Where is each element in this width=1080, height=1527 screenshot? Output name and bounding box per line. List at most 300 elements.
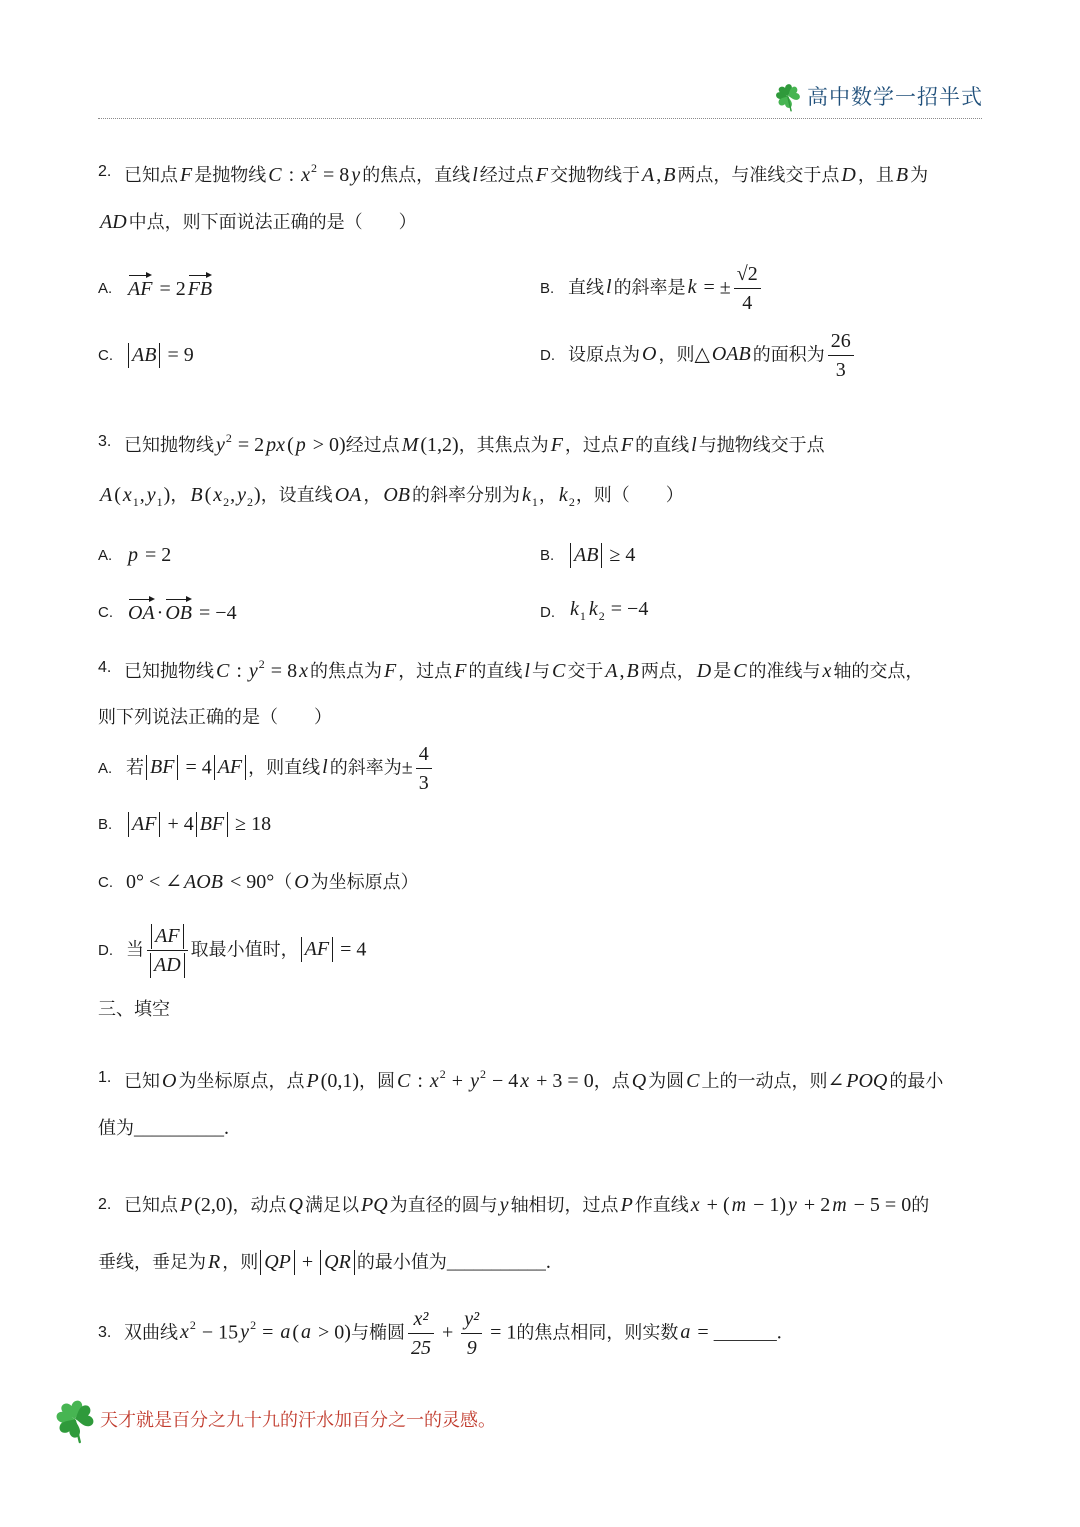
- math-symbol: =: [692, 1321, 714, 1343]
- math-symbol: .: [224, 1116, 229, 1139]
- fraction: [461, 1306, 482, 1361]
- math-variable: A: [605, 660, 618, 682]
- math-variable: px: [266, 434, 286, 456]
- superscript: 2: [439, 1067, 446, 1081]
- fraction-denominator: [147, 951, 188, 978]
- fill-in-2-line-2: [98, 1232, 551, 1292]
- text-run: ，则（ ）: [575, 484, 684, 506]
- math-symbol: = −4: [194, 602, 237, 624]
- text-run: ，设直线: [260, 484, 333, 506]
- math-symbol: + 3 = 0: [531, 1070, 594, 1092]
- absolute-value: AB: [128, 343, 160, 368]
- question-number: 2.: [98, 1196, 112, 1213]
- math-variable: C: [733, 660, 747, 682]
- question-text: [98, 1247, 551, 1278]
- absolute-value: AF: [301, 937, 333, 962]
- question-text: [124, 1190, 929, 1221]
- footer-quote: 天才就是百分之九十九的汗水加百分之一的灵感。: [100, 1410, 496, 1431]
- math-variable: y: [470, 1070, 479, 1092]
- superscript: 2: [225, 431, 232, 445]
- vector: FB: [188, 271, 212, 300]
- fraction-value: 25: [410, 1336, 431, 1359]
- subscript: 1: [531, 494, 538, 509]
- question-text: [124, 1059, 943, 1097]
- fill-in-2-line-1: [98, 1175, 929, 1235]
- superscript: 2: [311, 161, 318, 175]
- subscript: 1: [132, 494, 139, 509]
- subscript: 2: [247, 494, 254, 509]
- math-symbol: = 4: [180, 756, 212, 778]
- fraction-numerator: [828, 328, 854, 356]
- math-variable: l: [472, 164, 478, 186]
- subscript: 1: [156, 494, 163, 509]
- math-variable: F: [550, 434, 563, 456]
- option-text: [568, 261, 764, 316]
- text-run: 已知: [124, 1071, 160, 1092]
- header-title: 高中数学一招半式: [807, 85, 983, 109]
- superscript: 2: [189, 1318, 196, 1332]
- math-symbol: = 4: [335, 938, 367, 960]
- math-symbol: (: [114, 483, 121, 506]
- math-variable: x: [122, 483, 132, 506]
- math-variable: P: [620, 1193, 633, 1216]
- math-variable: O: [162, 1070, 177, 1092]
- math-variable: B: [895, 164, 909, 186]
- math-variable: x: [822, 660, 832, 682]
- math-variable: D: [696, 660, 712, 682]
- fraction-value: 3: [835, 358, 846, 381]
- option-label: A.: [98, 546, 113, 564]
- text-run: 值为: [98, 1117, 134, 1139]
- text-run: 的斜率为: [329, 757, 402, 778]
- math-symbol: ,: [619, 660, 625, 682]
- option-text: [126, 867, 419, 898]
- math-symbol: ∠: [827, 1070, 845, 1092]
- math-variable: PQ: [361, 1193, 388, 1216]
- math-symbol: ,: [139, 483, 145, 506]
- page-footer: [50, 1394, 496, 1444]
- math-variable: AD: [100, 210, 127, 233]
- math-variable: l: [606, 276, 612, 298]
- superscript: 2: [479, 1067, 486, 1081]
- text-run: 为: [910, 165, 929, 186]
- math-symbol: (1,2): [420, 434, 459, 456]
- text-run: ，则: [658, 344, 695, 365]
- option-text: [126, 741, 435, 796]
- text-run: 与: [531, 661, 550, 682]
- text-run: ，动点: [232, 1194, 287, 1216]
- math-symbol: :: [283, 164, 300, 186]
- text-run: 的最小: [889, 1071, 944, 1092]
- math-variable: y: [788, 1193, 797, 1216]
- math-variable: a: [280, 1321, 291, 1343]
- text-run: 轴相切，过点: [510, 1194, 619, 1216]
- header-divider: [98, 118, 982, 119]
- page-header: [772, 78, 983, 114]
- option-label: D.: [540, 603, 555, 621]
- math-variable: D: [841, 164, 856, 186]
- math-symbol: = 1: [485, 1321, 517, 1343]
- math-symbol: = 8: [318, 164, 350, 186]
- option-label: A.: [98, 279, 113, 297]
- math-symbol: ): [163, 483, 171, 506]
- math-variable: C: [216, 660, 230, 682]
- math-variable: k: [588, 597, 598, 620]
- math-symbol: ): [254, 483, 261, 506]
- clover-icon: [50, 1394, 100, 1444]
- question-3-stem-line-2: [98, 468, 684, 528]
- math-variable: P: [306, 1070, 319, 1092]
- fraction: [408, 1306, 434, 1361]
- math-symbol: (2,0): [194, 1193, 233, 1216]
- text-run: 为坐标原点，点: [178, 1071, 305, 1092]
- question-3-option-a: [98, 525, 171, 585]
- math-symbol: ·: [156, 602, 164, 624]
- subscript: 2: [568, 494, 575, 509]
- math-symbol: +: [436, 1321, 459, 1343]
- math-variable: C: [551, 660, 566, 682]
- option-label: B.: [540, 279, 555, 297]
- absolute-value: AF: [128, 812, 160, 837]
- math-variable: x: [301, 164, 311, 186]
- math-symbol: = 2: [140, 543, 172, 566]
- text-run: 作直线: [634, 1194, 689, 1216]
- text-run: 的焦点，直线: [362, 165, 471, 186]
- fraction: [147, 923, 188, 978]
- text-run: 已知抛物线: [124, 661, 214, 682]
- math-variable: O: [642, 343, 657, 365]
- option-text: [126, 340, 194, 371]
- text-run: 已知点: [124, 165, 178, 186]
- text-run: ，则: [222, 1251, 259, 1273]
- math-variable: O: [294, 870, 309, 893]
- text-run: 与椭圆: [350, 1322, 405, 1343]
- fill-in-1-line-2: [98, 1098, 229, 1158]
- question-text: [98, 207, 417, 238]
- math-symbol: =: [257, 1321, 279, 1343]
- fraction: [734, 261, 761, 316]
- text-run: 则下列说法正确的是（ ）: [98, 707, 332, 728]
- math-symbol: = 8: [265, 660, 298, 682]
- answer-blank: _______: [713, 1322, 777, 1342]
- option-text: [126, 595, 237, 629]
- math-variable: l: [691, 434, 697, 456]
- math-variable: B: [190, 483, 203, 506]
- absolute-value: AF: [214, 755, 246, 780]
- math-variable: l: [322, 756, 328, 778]
- question-3-option-d: [540, 582, 648, 642]
- math-variable: B: [663, 164, 676, 186]
- math-symbol: ±: [401, 756, 413, 778]
- math-symbol: +: [296, 1250, 319, 1273]
- option-label: B.: [540, 546, 555, 564]
- math-symbol: − 4: [486, 1070, 519, 1092]
- math-symbol: .: [776, 1321, 782, 1343]
- question-number: 1.: [98, 1069, 112, 1086]
- text-run: 的斜率是: [613, 277, 686, 298]
- text-run: ，过点: [398, 661, 453, 682]
- option-label: D.: [540, 346, 555, 364]
- math-symbol: +: [446, 1070, 469, 1092]
- question-2-stem-line-2: [98, 192, 417, 252]
- math-symbol: (0,1): [320, 1070, 359, 1092]
- text-run: 中点，则下面说法正确的是（ ）: [128, 211, 417, 233]
- vector: OB: [165, 595, 192, 624]
- text-run: 为圆: [648, 1071, 685, 1092]
- subscript: 2: [598, 608, 605, 623]
- fraction-value: 4: [742, 291, 753, 314]
- fraction-value: 4: [418, 742, 429, 765]
- text-run: 交抛物线于: [549, 165, 640, 186]
- text-run: 双曲线: [124, 1322, 178, 1343]
- math-variable: OB: [383, 483, 411, 506]
- text-run: 的: [911, 1194, 930, 1216]
- text-run: 经过点: [479, 165, 534, 186]
- text-run: 设原点为: [568, 344, 640, 365]
- question-number: 4.: [98, 659, 112, 676]
- math-variable: OAB: [711, 343, 751, 365]
- text-run: 当: [126, 939, 144, 960]
- math-symbol: = 2: [154, 278, 186, 300]
- math-variable: x: [180, 1321, 189, 1343]
- section-title: 三、填空: [98, 999, 170, 1020]
- text-run: ，圆: [359, 1071, 395, 1092]
- math-variable: k: [687, 276, 697, 298]
- math-variable: Q: [288, 1193, 303, 1216]
- question-4-option-a: [98, 738, 435, 798]
- math-variable: k: [558, 483, 568, 506]
- math-symbol: :: [231, 660, 247, 682]
- question-2-option-b: [540, 258, 764, 318]
- question-2-option-c: [98, 325, 194, 385]
- absolute-value: BF: [196, 812, 228, 837]
- absolute-value: AF: [151, 924, 183, 949]
- fraction-numerator: [416, 741, 432, 769]
- fraction-value: x²: [413, 1307, 429, 1330]
- fraction: [828, 328, 854, 383]
- absolute-value: BF: [146, 755, 178, 780]
- option-label: C.: [98, 603, 113, 621]
- math-variable: k: [522, 483, 531, 506]
- math-symbol: − 5 = 0: [848, 1193, 912, 1216]
- option-label: A.: [98, 759, 113, 777]
- text-run: 已知抛物线: [124, 435, 214, 456]
- math-variable: x: [520, 1070, 530, 1092]
- math-variable: M: [401, 434, 419, 456]
- answer-blank: __________: [134, 1117, 224, 1138]
- vector: AF: [128, 271, 152, 300]
- math-symbol: .: [545, 1250, 551, 1273]
- math-symbol: > 0): [313, 1321, 351, 1343]
- text-run: 的准线与: [748, 661, 821, 682]
- fraction: [416, 741, 432, 796]
- math-variable: l: [524, 660, 530, 682]
- option-text: [126, 271, 214, 305]
- math-symbol: ≥ 18: [230, 812, 272, 835]
- math-variable: k: [570, 597, 579, 620]
- math-variable: P: [180, 1193, 193, 1216]
- fraction-value: 3: [418, 771, 429, 794]
- math-variable: a: [301, 1321, 312, 1343]
- text-run: ，过点: [564, 435, 619, 456]
- math-variable: y: [499, 1193, 509, 1216]
- absolute-value: QP: [260, 1250, 295, 1275]
- question-text: [124, 649, 923, 687]
- text-run: ，点: [593, 1071, 630, 1092]
- fraction-numerator: [408, 1306, 434, 1334]
- fraction-numerator: [734, 261, 761, 289]
- math-symbol: ,: [230, 483, 236, 506]
- math-variable: x: [690, 1193, 700, 1216]
- math-variable: POQ: [846, 1070, 888, 1092]
- text-run: 的直线: [635, 435, 690, 456]
- fraction-numerator: [147, 923, 188, 951]
- text-run: 取最小值时，: [190, 939, 299, 960]
- math-symbol: ≥ 4: [604, 543, 636, 566]
- vector: OA: [128, 595, 155, 624]
- text-run: 与抛物线交于点: [698, 435, 825, 456]
- math-variable: p: [295, 434, 306, 456]
- math-variable: C: [397, 1070, 411, 1092]
- text-run: 的最小值为: [356, 1251, 447, 1273]
- absolute-value: AD: [150, 953, 185, 978]
- fraction-value: 26: [830, 329, 851, 352]
- option-text: [568, 540, 635, 571]
- math-variable: y: [216, 434, 225, 456]
- math-variable: y: [146, 483, 156, 506]
- math-variable: m: [731, 1193, 747, 1216]
- math-variable: F: [180, 164, 193, 186]
- math-symbol: 0° < ∠: [126, 870, 183, 893]
- math-symbol: + 4: [162, 812, 194, 835]
- math-variable: F: [383, 660, 397, 682]
- math-variable: R: [208, 1250, 221, 1273]
- fill-in-3-line-1: [98, 1303, 782, 1363]
- question-3-stem-line-1: [98, 412, 825, 472]
- question-4-option-b: [98, 794, 271, 854]
- math-variable: A: [100, 483, 113, 506]
- fraction-value: √2: [736, 262, 758, 285]
- option-text: [568, 328, 857, 383]
- text-run: 为直径的圆与: [389, 1194, 498, 1216]
- text-run: 直线: [568, 277, 604, 298]
- math-variable: x: [213, 483, 223, 506]
- option-label: B.: [98, 815, 113, 833]
- math-variable: y: [237, 483, 247, 506]
- math-symbol: = 2: [232, 434, 265, 456]
- text-run: 两点，与准线交于点: [677, 165, 840, 186]
- option-label: D.: [98, 941, 113, 959]
- superscript: 2: [258, 657, 265, 671]
- text-run: 已知点: [124, 1194, 178, 1216]
- fraction-denominator: [734, 289, 761, 316]
- question-2-option-d: [540, 325, 857, 385]
- math-symbol: (: [292, 1321, 300, 1343]
- math-variable: B: [626, 660, 639, 682]
- text-run: 两点，: [640, 661, 695, 682]
- option-text: [126, 923, 366, 978]
- math-symbol: > 0): [307, 434, 346, 456]
- superscript: 2: [250, 1318, 257, 1332]
- fraction-denominator: [408, 1334, 434, 1361]
- math-variable: x: [429, 1070, 439, 1092]
- math-variable: a: [680, 1321, 691, 1343]
- fraction-denominator: [416, 769, 432, 796]
- math-symbol: − 15: [196, 1321, 239, 1343]
- math-variable: x: [299, 660, 308, 682]
- math-variable: OA: [334, 483, 362, 506]
- math-variable: F: [454, 660, 467, 682]
- question-text: [98, 703, 332, 733]
- math-variable: C: [686, 1070, 700, 1092]
- math-symbol: ,: [656, 164, 662, 186]
- text-run: 轴的交点，: [833, 661, 924, 682]
- math-variable: m: [832, 1193, 847, 1216]
- math-symbol: = −4: [605, 597, 649, 620]
- math-variable: Q: [631, 1070, 647, 1092]
- text-run: 若: [126, 757, 144, 778]
- math-variable: y: [240, 1321, 250, 1343]
- math-symbol: :: [412, 1070, 428, 1092]
- fraction-numerator: [461, 1306, 482, 1334]
- text-run: ，且: [857, 165, 894, 186]
- text-run: 的焦点相同，则实数: [516, 1322, 679, 1343]
- question-4-option-c: [98, 852, 419, 912]
- question-2-option-a: [98, 258, 214, 318]
- question-3-option-c: [98, 582, 237, 642]
- math-variable: AOB: [184, 870, 223, 893]
- fraction-denominator: [828, 356, 854, 383]
- text-run: 的斜率分别为: [412, 484, 521, 506]
- text-run: 的直线: [468, 661, 523, 682]
- question-number: 3.: [98, 1324, 112, 1341]
- math-symbol: (: [287, 434, 294, 456]
- math-variable: y: [351, 164, 361, 186]
- question-4-option-d: [98, 920, 366, 980]
- question-text: [124, 1306, 782, 1361]
- question-text: [124, 423, 825, 461]
- math-symbol: + 2: [798, 1193, 831, 1216]
- clover-icon: [772, 80, 804, 112]
- absolute-value: QR: [320, 1250, 355, 1275]
- math-symbol: < 90°: [224, 870, 275, 893]
- question-text: [98, 1113, 229, 1144]
- option-label: C.: [98, 873, 113, 891]
- math-variable: C: [268, 164, 282, 186]
- math-symbol: △: [694, 343, 710, 365]
- fraction-value: y²: [464, 1307, 480, 1330]
- option-label: C.: [98, 346, 113, 364]
- math-variable: F: [535, 164, 548, 186]
- math-variable: F: [620, 434, 634, 456]
- question-number: 3.: [98, 433, 112, 450]
- math-symbol: = 9: [162, 343, 194, 366]
- option-text: [568, 594, 648, 631]
- text-run: ，: [363, 484, 382, 506]
- text-run: 的焦点为: [309, 661, 382, 682]
- option-text: [126, 540, 171, 571]
- math-symbol: = ±: [698, 276, 731, 298]
- question-3-option-b: [540, 525, 635, 585]
- text-run: 是抛物线: [194, 165, 267, 186]
- text-run: 垂线，垂足为: [98, 1251, 206, 1273]
- text-run: 是: [713, 661, 732, 682]
- option-text: [126, 809, 271, 840]
- math-variable: A: [641, 164, 655, 186]
- question-number: 2.: [98, 163, 112, 180]
- math-symbol: + (: [701, 1193, 730, 1216]
- text-run: ，: [538, 484, 557, 506]
